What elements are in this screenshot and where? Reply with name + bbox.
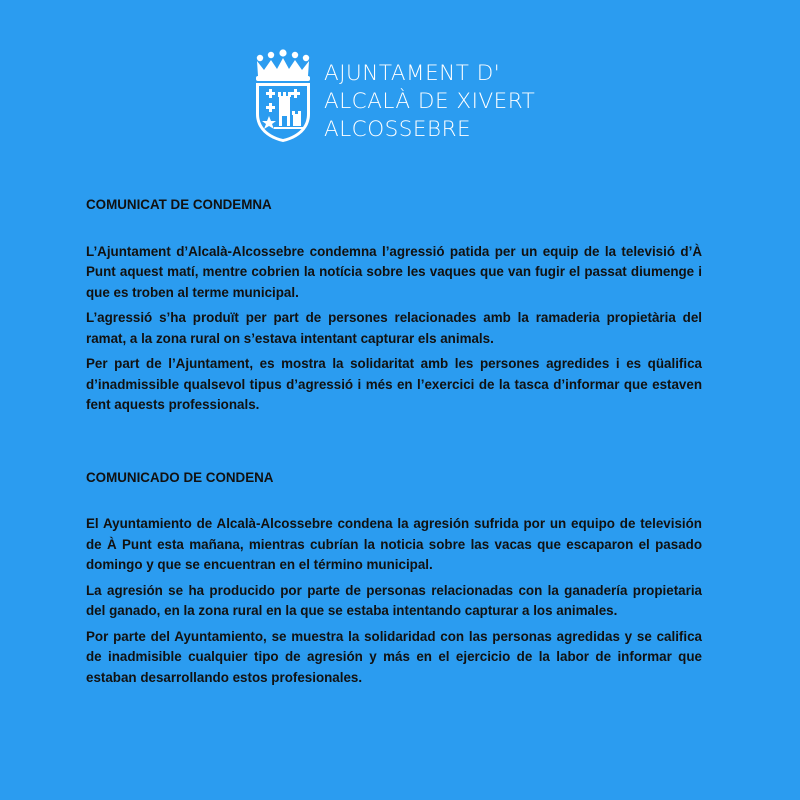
statement-body — [86, 195, 702, 688]
organization-name-line-1: AJUNTAMENT D' — [324, 61, 501, 86]
organization-name-line-3: ALCOSSEBRE — [324, 117, 472, 142]
statement-title-spanish: COMUNICADO DE CONDENA — [86, 469, 274, 485]
paragraph-catalan-2: L’agressió s’ha produït per part de persones relacionades amb la ramaderia propietària del ramat, a la zona rural on s’estava intentant capturar els animals. — [86, 310, 702, 346]
paragraph-spanish-2: La agresión se ha producido por parte de personas relacionadas con la ganadería propietaria del ganado, en la zona rural en la que se estaba intentando capturar a los animales. — [86, 582, 702, 618]
statement-spanish — [86, 468, 702, 689]
paragraph-spanish-1: El Ayuntamiento de Alcalà-Alcossebre condena la agresión sufrida por un equipo de televisión de À Punt esta mañana, mientras cubrían la noticia sobre las vacas que escaparon el pasado domingo y que se encuentran en el término municipal. — [86, 516, 702, 572]
statement-catalan — [86, 195, 702, 416]
header — [252, 48, 535, 144]
paragraph-spanish-3: Por parte del Ayuntamiento, se muestra la solidaridad con las personas agredidas y se califica de inadmisible cualquier tipo de agresión y más en el ejercicio de la labor de informar que estaban desarrollando estos profesionales. — [86, 628, 702, 685]
statement-title-catalan: COMUNICAT DE CONDEMNA — [86, 197, 272, 212]
organization-name-line-2: ALCALÀ DE XIVERT — [324, 89, 536, 114]
paragraph-catalan-3: Per part de l’Ajuntament, es mostra la solidaritat amb les persones agredides i es qüalifica d’inadmissible qualsevol tipus d’agressió i més en l’exercici de la tasca d’informar que estaven fent aquests professionals. — [86, 356, 702, 412]
coat-of-arms-icon — [252, 48, 314, 144]
organization-name — [324, 60, 535, 144]
paragraph-catalan-1: L’Ajuntament d’Alcalà-Alcossebre condemna l’agressió patida per un equip de la televisió d’À Punt aquest matí, mentre cobrien la notícia sobre les vaques que van fugir el passat diumenge i que es troben al terme municipal. — [86, 243, 702, 300]
